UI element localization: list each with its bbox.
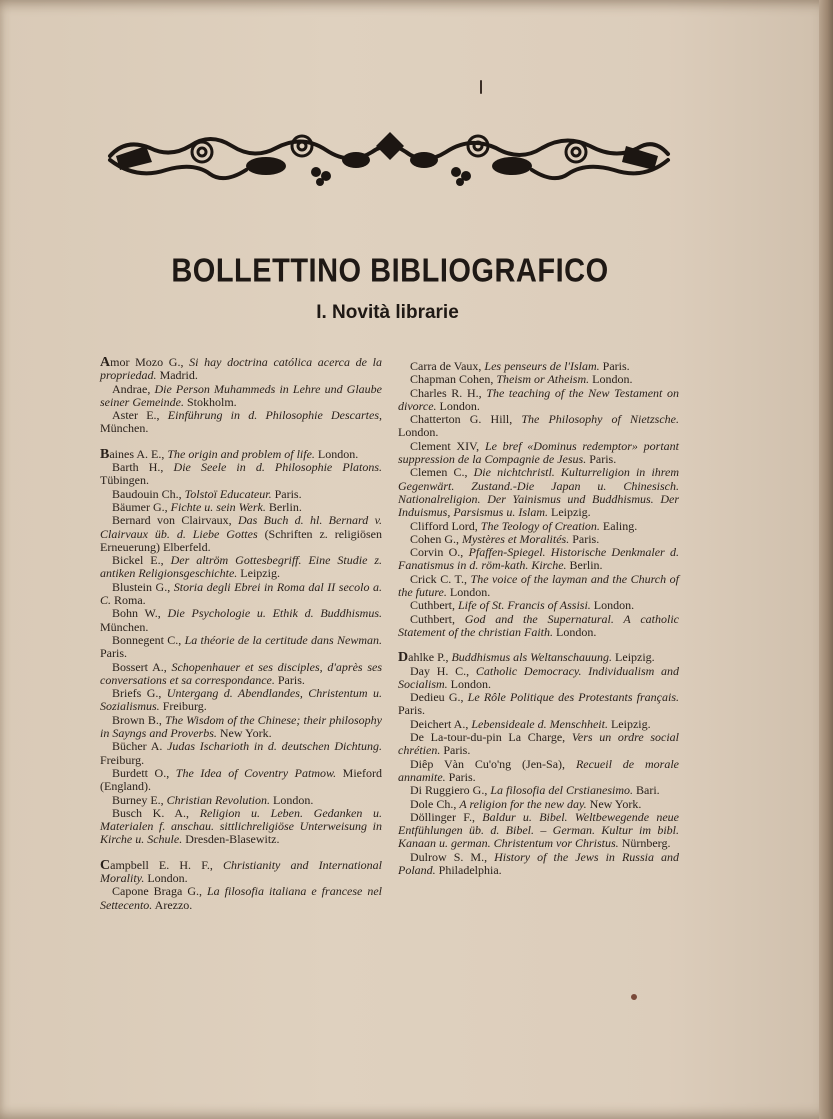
entry-author: Bohn W., [112, 606, 161, 621]
entry-publication-place: Arezzo. [154, 897, 193, 912]
bibliography-entry [100, 767, 382, 794]
entry-author: Andrae, [112, 381, 151, 396]
bibliography-entry [398, 613, 679, 640]
entry-title: Schopenhauer et ses disciples, d'après ses conversations et sa correspondance. [100, 659, 382, 687]
bibliography-entry [398, 798, 679, 811]
entry-title: Recueil de morale annamite. [398, 756, 679, 784]
entry-publication-place: Paris. [274, 486, 302, 501]
entry-author: Cuthbert, [410, 598, 455, 613]
initial-letter: B [100, 446, 110, 462]
bibliography-entry [100, 356, 382, 383]
paper-stain [631, 994, 637, 1000]
entry-title: The Teology of Creation. [480, 518, 600, 533]
bibliography-entry [100, 607, 382, 634]
bibliography-entry [398, 599, 679, 612]
entry-publication-place: Bari. [636, 783, 660, 798]
entry-title: Baldur u. Bibel. Weltbewegende neue Entfühlungen üb. d. Bibel. – German. Kultur im bibl. Kanaan u. german. Christentum vor Christus. [398, 809, 679, 851]
entry-title: Life of St. Francis of Assisi. [458, 598, 591, 613]
entry-publication-place: Freiburg. [100, 752, 145, 767]
bibliography-entry [100, 687, 382, 714]
entry-author: Clement XIV, [410, 438, 480, 453]
entry-author: Dedieu G., [410, 690, 464, 705]
entry-title: Fichte u. sein Werk. [170, 499, 266, 514]
entry-title: Vers un ordre social chrétien. [398, 730, 680, 758]
entry-publication-place: Freiburg. [162, 699, 207, 714]
bibliography-entry [398, 731, 679, 758]
entry-publication-place: Paris. [398, 703, 425, 718]
bibliography-entry [398, 651, 679, 664]
entry-title: The teaching of the New Testament on divorce. [398, 385, 680, 413]
entry-author: Dole Ch., [410, 796, 457, 811]
bibliography-entry [398, 665, 679, 692]
vine-scroll-ornament-icon [106, 126, 672, 188]
entry-title: Theism or Atheism. [496, 372, 590, 387]
entry-author: Cuthbert, [410, 611, 455, 626]
entry-publication-place: Paris. [100, 646, 127, 661]
entry-title: Tolstoï Educateur. [184, 486, 272, 501]
bibliography-entry [100, 554, 382, 581]
entry-author: Burdett O., [112, 765, 170, 780]
entry-author: Bonnegent C., [112, 632, 182, 647]
left-column [100, 356, 382, 912]
entry-title: The Wisdom of the Chinese; their philosophy in Sayngs and Proverbs. [100, 712, 383, 741]
bibliography-entry [100, 461, 382, 488]
entry-title: The voice of the layman and the Church of the future. [398, 571, 680, 600]
bibliography-entry [398, 466, 679, 519]
bibliography-entry [100, 501, 382, 514]
entry-title: Judas Ischarioth in d. deutschen Dichtung. [167, 739, 382, 754]
entry-publication-place: London. [273, 792, 314, 807]
entry-title: La filosofia italiana e francese nel Settecento. [100, 884, 382, 912]
bibliography-entry [398, 413, 679, 440]
bibliography-entry [398, 440, 679, 467]
entry-title: Christianity and International Morality. [100, 857, 382, 885]
entry-author: ahlke P., [408, 650, 449, 665]
entry-publication-place: London. [449, 585, 491, 600]
entry-publication-place: London. [593, 598, 635, 613]
bibliography-entry [100, 661, 382, 688]
entry-publication-place: (Schriften z. religiösen Erneuerung) Elberfeld. [100, 526, 383, 554]
entry-author: aines A. E., [109, 446, 165, 461]
entry-title: Storia degli Ebrei in Roma dal II secolo a. C. [100, 579, 382, 608]
entry-author: De La-tour-du-pin La Charge, [410, 730, 566, 745]
entry-publication-place: München. [100, 619, 149, 634]
page-title: BOLLETTINO BIBLIOGRAFICO [171, 252, 609, 290]
bibliography-entry [398, 373, 679, 386]
entry-title: Lebensideale d. Menschheit. [471, 716, 608, 731]
bibliography-entry [100, 859, 382, 886]
entry-author: Deichert A., [410, 716, 469, 731]
bibliography-entry [398, 573, 679, 600]
entry-author: Busch K. A., [112, 805, 190, 820]
entry-publication-place: Mieford (England). [100, 765, 382, 794]
entry-title: The Philosophy of Nietzsche. [521, 412, 679, 427]
entry-author: Bücher A. [112, 739, 163, 754]
entry-author: mor Mozo G., [110, 355, 184, 369]
entry-publication-place: Tübingen. [100, 473, 149, 488]
entry-author: Bäumer G., [112, 499, 168, 514]
section-subtitle: I. Novità librarie [316, 302, 459, 323]
bibliography-entry [398, 360, 679, 373]
bibliography-entry [398, 718, 679, 731]
entry-title: The Idea of Coventry Patmow. [175, 765, 337, 780]
entry-publication-place: Roma. [114, 593, 146, 608]
entry-title: Les penseurs de l'Islam. [484, 359, 600, 373]
entry-title: Le bref «Dominus redemptor» portant suppression de la Compagnie de Jesus. [398, 438, 680, 467]
entry-author: Bossert A., [112, 659, 167, 674]
entry-author: Briefs G., [112, 686, 162, 701]
entry-author: Barth H., [112, 460, 164, 475]
entry-publication-place: London. [439, 398, 480, 413]
entry-publication-place: Philadelphia. [438, 862, 502, 877]
entry-title: Der altröm Gottesbegriff. Eine Studie z. antiken Religionsgeschichte. [100, 553, 383, 581]
entry-publication-place: Paris. [572, 531, 600, 546]
entry-publication-place: Leipzig. [615, 650, 655, 665]
bibliography-entry [398, 758, 679, 785]
entry-title: Pfaffen-Spiegel. Historische Denkmaler d. Fanatismus in d. röm-kath. Kirche. [398, 545, 680, 573]
entry-author: Aster E., [112, 408, 160, 423]
entry-author: Dulrow S. M., [410, 849, 488, 864]
entry-title: Untergang d. Abendlandes, Christentum u. Sozialismus. [100, 686, 382, 714]
entry-publication-place: Leipzig. [240, 566, 280, 581]
bibliography-entry [100, 409, 382, 436]
entry-author: Baudouin Ch., [112, 486, 182, 501]
bibliography-entry [100, 448, 382, 461]
entry-title: God and the Supernatural. A catholic Statement of the christian Faith. [398, 611, 679, 639]
entry-publication-place: London. [317, 446, 359, 461]
bibliography-entry [100, 514, 382, 554]
bibliography-entry [398, 387, 679, 414]
entry-author: Döllinger F., [410, 809, 475, 824]
entry-author: Clemen C., [410, 465, 468, 480]
bibliography-entry [100, 885, 382, 912]
entry-publication-place: Paris. [277, 672, 305, 687]
bibliography-entry [398, 811, 679, 851]
entry-publication-place: London. [398, 425, 439, 440]
entry-author: Chatterton G. Hill, [410, 412, 513, 427]
entry-title: Le Rôle Politique des Protestants français. [467, 690, 679, 705]
entry-title: Das Buch d. hl. Bernard v. Clairvaux üb. d. Liebe Gottes [100, 513, 383, 541]
page-edge-shadow [819, 0, 833, 1119]
entry-author: Bernard von Clairvaux, [112, 513, 232, 528]
entry-title: Buddhismus als Weltanschauung. [451, 650, 613, 665]
entry-publication-place: London. [592, 372, 633, 387]
entry-title: Einführung in d. Philosophie Descartes, [167, 408, 382, 423]
entry-publication-place: Ealing. [602, 518, 638, 533]
bibliography-entry [100, 807, 382, 847]
entry-publication-place: Paris. [443, 743, 471, 758]
entry-title: History of the Jews in Russia and Poland. [398, 849, 679, 877]
entry-publication-place: Nürnberg. [621, 836, 671, 851]
entry-author: Bickel E., [112, 553, 164, 568]
bibliography-entry [398, 691, 679, 718]
entry-publication-place: Stokholm. [186, 394, 237, 409]
entry-title: Religion u. Leben. Gedanken u. Materialen f. anschau. sittlichreligiöse Unterweisung in Kirche u. Schule. [100, 805, 382, 847]
entry-publication-place: London. [555, 624, 597, 639]
bibliography-entry [100, 714, 382, 741]
bibliography-entry [100, 581, 382, 608]
entry-publication-place: New York. [219, 726, 272, 741]
entry-publication-place: Paris. [448, 769, 476, 784]
bibliography-entry [100, 740, 382, 767]
entry-author: Carra de Vaux, [410, 359, 482, 373]
entry-publication-place: London. [450, 676, 492, 691]
entry-publication-place: Madrid. [159, 368, 198, 383]
bibliography-entry [398, 784, 679, 797]
entry-publication-place: Berlin. [569, 558, 603, 573]
entry-author: Chapman Cohen, [410, 372, 494, 387]
entry-publication-place: Berlin. [268, 499, 302, 514]
paper-stain [480, 80, 482, 94]
entry-author: ampbell E. H. F., [110, 857, 213, 872]
entry-title: Die Person Muhammeds in Lehre und Glaube seiner Gemeinde. [100, 381, 383, 409]
right-column [398, 360, 679, 877]
entry-title: Christian Revolution. [166, 792, 270, 807]
entry-publication-place: Leipzig. [551, 505, 591, 520]
entry-title: Die Psychologie u. Ethik d. Buddhismus. [167, 606, 383, 621]
entry-publication-place: Paris. [589, 452, 617, 467]
entry-author: Clifford Lord, [410, 518, 478, 533]
bibliography-entry [100, 794, 382, 807]
bibliography-entry [398, 533, 679, 546]
entry-author: Diêp Vàn Cu'o'ng (Jen-Sa), [410, 756, 566, 771]
entry-title: A religion for the new day. [459, 796, 587, 811]
entry-publication-place: Paris. [602, 359, 630, 373]
bibliography-entry [398, 520, 679, 533]
entry-author: Burney E., [112, 792, 164, 807]
entry-publication-place: Dresden-Blasewitz. [185, 832, 280, 847]
initial-letter: A [100, 355, 111, 370]
entry-title: Si hay doctrina católica acerca de la propriedad. [100, 355, 383, 383]
entry-title: Die nichtchristl. Kulturreligion in ihrem Gegenwärt. Zustand.-Die Japan u. Chinesisch. Nationalreligion. Der Yainismus und Buddhismus. Der Induismus, Parsismus u. Islam. [398, 465, 680, 520]
entry-author: Capone Braga G., [112, 884, 202, 899]
entry-author: Day H. C., [410, 663, 470, 678]
entry-author: Di Ruggiero G., [410, 783, 488, 798]
entry-title: Catholic Democracy. Individualism and Socialism. [398, 663, 680, 691]
entry-publication-place: München. [100, 421, 149, 436]
entry-author: Charles R. H., [410, 385, 482, 400]
initial-letter: D [398, 650, 409, 666]
bibliography-entry [100, 488, 382, 501]
bibliography-entry [398, 546, 679, 573]
entry-author: Crick C. T., [410, 571, 467, 586]
initial-letter: C [100, 857, 111, 873]
entry-title: La théorie de la certitude dans Newman. [184, 632, 382, 647]
entry-author: Cohen G., [410, 531, 459, 546]
entry-author: Brown B., [112, 712, 162, 727]
entry-title: The origin and problem of life. [167, 446, 315, 461]
entry-author: Corvin O., [410, 545, 464, 560]
bibliography-entry [100, 634, 382, 661]
entry-title: La filosofia del Crstianesimo. [490, 783, 634, 798]
bibliography-entry [100, 383, 382, 410]
entry-publication-place: New York. [589, 796, 642, 811]
entry-publication-place: Leipzig. [610, 716, 651, 731]
entry-title: Mystères et Moralités. [462, 531, 570, 546]
entry-publication-place: London. [147, 870, 188, 885]
bibliography-entry [398, 851, 679, 878]
entry-title: Die Seele in d. Philosophie Platons. [173, 460, 383, 475]
entry-author: Blustein G., [112, 579, 171, 594]
